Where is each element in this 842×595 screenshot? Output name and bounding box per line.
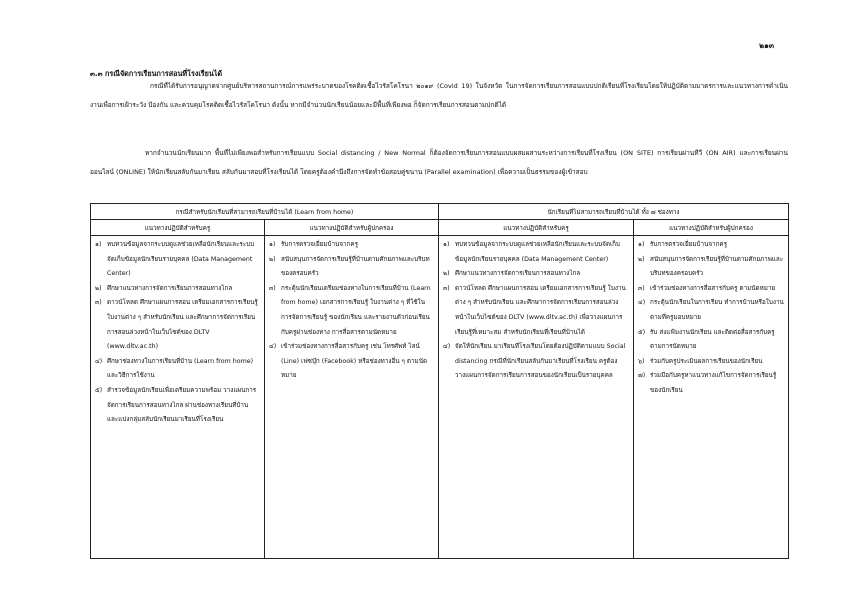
page-number: ๒๑๓: [759, 41, 774, 50]
list-item: [442, 238, 630, 267]
item-text: ดาวน์โหลด ศึกษาแผนการสอน เตรียมเอกสารการเรียนรู้ ใบงานต่าง ๆ สำหรับนักเรียน และศึกษาการจัดการเรียนการสอนล่วงหน้าในเว็บไซต์ของ DLTV (www.dltv.ac.th): [107, 299, 258, 351]
guidelines-table: [90, 203, 789, 559]
section-heading: ๓.๓ กรณีจัดการเรียนการสอนที่โรงเรียนได้: [90, 69, 223, 78]
item-number: ๗): [638, 372, 646, 380]
column-header-row: [91, 220, 789, 236]
item-text: กระตุ้นนักเรียนเตรียมช่องทางในการเรียนที่บ้าน (Learn from home) เอกสารการเรียนรู้ ใบงานต่าง ๆ ที่ใช้ในการจัดการเรียนรู้ ของนักเรียน และรายงานตัวก่อนเรียนกับครูผ่านช่องทาง การสื่อสารตามนัดหมาย: [281, 284, 431, 336]
list-item: [637, 355, 785, 370]
group-header-cannot-learn-from-home: นักเรียนที่ไม่สามารถเรียนที่บ้านได้ ทั้ง ๗ ช่องทาง: [439, 204, 789, 220]
list-item: [268, 253, 435, 282]
item-text: สำรวจข้อมูลนักเรียนเพื่อเตรียมความพร้อม วางแผนการจัดการเรียนการสอนทางไกล ผ่านช่องทางเรียนที่บ้าน และแบ่งกลุ่มสลับนักเรียนมาเรียนที่โรงเรียน: [107, 386, 257, 424]
column-header-teacher-home: แนวทางปฏิบัติสำหรับครู: [91, 220, 265, 236]
table-row: [91, 236, 789, 559]
item-text: ศึกษาแนวทางการจัดการเรียนการสอนทางไกล: [455, 270, 581, 278]
item-text: ร่วมมือกับครูหาแนวทางแก้ไขการจัดการเรียนรู้ของนักเรียน: [650, 372, 777, 394]
item-number: ๑): [638, 241, 645, 248]
list-item: [442, 267, 630, 282]
teacher-home-list: [94, 238, 261, 428]
list-item: [94, 296, 261, 354]
item-text: สนับสนุนการจัดการเรียนรู้ที่บ้านตามศักยภาพและบริบทของครอบครัว: [650, 255, 784, 278]
list-item: [442, 282, 630, 340]
item-number: ๑): [95, 241, 102, 248]
group-header-learn-from-home: กรณีสำหรับนักเรียนที่สามารถเรียนที่บ้านได้ (Learn from home): [91, 204, 439, 220]
item-number: ๑): [269, 241, 276, 248]
list-item: [637, 369, 785, 398]
item-number: ๓): [443, 284, 450, 292]
item-number: ๒): [638, 255, 645, 263]
teacher-home-cell: [91, 236, 265, 559]
item-number: ๔): [269, 343, 277, 351]
item-text: ทบทวนข้อมูลจากระบบดูแลช่วยเหลือนักเรียนและระบบจัดเก็บข้อมูลนักเรียนรายบุคคล (Data Management Center): [455, 241, 620, 263]
item-text: รับ ส่งแฟ้มงานนักเรียน และติดต่อสื่อสารกับครูตามการนัดหมาย: [650, 328, 775, 351]
list-item: [268, 238, 435, 253]
item-text: ดาวน์โหลด ศึกษาแผนการสอน เตรียมเอกสารการเรียนรู้ ใบงานต่าง ๆ สำหรับนักเรียน และศึกษาการจัดการเรียนการสอนล่วงหน้าในเว็บไซต์ของ DLTV (www.dltv.ac.th) เพื่อวางแผนการเรียนรู้ที่เหมาะสม สำหรับนักเรียนที่เรียนที่บ้านได้: [455, 284, 626, 336]
item-number: ๔): [95, 357, 103, 365]
item-text: เข้าร่วมช่องทางการสื่อสารกับครู ตามนัดหมาย: [650, 284, 776, 292]
list-item: [637, 282, 785, 297]
item-text: ร่วมกับครูประเมินผลการเรียนของนักเรียน: [650, 357, 763, 365]
teacher-school-cell: [439, 236, 634, 559]
item-number: ๓): [95, 299, 102, 307]
list-item: [94, 384, 261, 428]
list-item: [637, 326, 785, 355]
column-header-parent-school: แนวทางปฏิบัติสำหรับผู้ปกครอง: [634, 220, 789, 236]
item-text: จัดให้นักเรียน มาเรียนที่โรงเรียนโดยต้องปฏิบัติตามแบบ Social distancing กรณีที่นักเรียนสลับกันมาเรียนที่โรงเรียน ครูต้องวางแผนการจัดการเรียนการสอนของนักเรียนเป็นรายบุคคล: [455, 343, 626, 380]
item-text: ศึกษาช่องทางในการเรียนที่บ้าน (Learn from home) และวิธีการใช้งาน: [107, 357, 254, 380]
item-number: ๖): [638, 357, 645, 365]
teacher-school-list: [442, 238, 630, 384]
paragraph-blended-learning: หากจำนวนนักเรียนมาก พื้นที่ไม่เพียงพอสำหรับการเรียนแบบ Social distancing / New Normal ก็ต้องจัดการเรียนการสอนแบบผสมผสานระหว่างการเรียนที่โรงเรียน (ON SITE) การเรียนผ่านทีวี (ON AIR) และการเรียนผ่านออนไลน์ (ONLINE) ให้นักเรียนสลับกันมาเรียน สลับกันมาสอบที่โรงเรียนได้ โดยครูต้องคำนึงถึงการจัดทำข้อสอบคู่ขนาน (Parallel examination) เพื่อความเป็นธรรมของผู้เข้าสอบ: [90, 149, 788, 176]
item-text: สนับสนุนการจัดการเรียนรู้ที่บ้านตามศักยภาพและบริบทของครอบครัว: [281, 255, 430, 278]
parent-school-cell: [634, 236, 789, 559]
parent-home-list: [268, 238, 435, 384]
item-number: ๓): [638, 284, 645, 292]
item-text: ทบทวนข้อมูลจากระบบดูแลช่วยเหลือนักเรียนและระบบจัดเก็บข้อมูลนักเรียนรายบุคคล (Data Management Center): [107, 241, 255, 278]
item-number: ๒): [443, 270, 450, 278]
item-text: ศึกษาแนวทางการจัดการเรียนการสอนทางไกล: [107, 284, 233, 292]
list-item: [268, 282, 435, 340]
list-item: [94, 238, 261, 282]
parent-home-cell: [265, 236, 439, 559]
item-number: ๒): [269, 255, 276, 263]
column-header-parent-home: แนวทางปฏิบัติสำหรับผู้ปกครอง: [265, 220, 439, 236]
list-item: [637, 238, 785, 253]
item-number: ๕): [638, 328, 646, 336]
list-item: [637, 253, 785, 282]
item-number: ๔): [443, 343, 451, 351]
item-number: ๓): [269, 284, 276, 292]
parent-school-list: [637, 238, 785, 399]
item-number: ๕): [95, 386, 103, 394]
item-number: ๑): [443, 241, 450, 248]
list-item: [94, 355, 261, 384]
column-header-teacher-school: แนวทางปฏิบัติสำหรับครู: [439, 220, 634, 236]
list-item: [94, 282, 261, 297]
list-item: [268, 340, 435, 384]
item-text: เข้าร่วมช่องทางการสื่อสารกับครู เช่น โทรศัพท์ ไลน์ (Line) เฟซบุ๊ก (Facebook) หรือช่องทางอื่น ๆ ตามนัดหมาย: [281, 343, 428, 380]
item-number: ๔): [638, 299, 646, 307]
item-text: รับการตรวจเยี่ยมบ้านจากครู: [281, 241, 358, 248]
item-text: กระตุ้นนักเรียนในการเรียน ทำการบ้านหรือใบงานตามที่ครูมอบหมาย: [650, 299, 784, 321]
item-text: รับการตรวจเยี่ยมบ้านจากครู: [650, 241, 727, 248]
item-number: ๒): [95, 284, 102, 292]
group-header-row: [91, 204, 789, 220]
paragraph-intro: กรณีที่ได้รับการอนุญาตจากศูนย์บริหารสถานการณ์การแพร่ระบาดของโรคติดเชื้อไวรัสโคโรนา ๒๐๑๙ (Covid 19) ในจังหวัด ในการจัดการเรียนการสอนแบบปกติเรียนที่โรงเรียนโดยให้ปฏิบัติตามมาตรการและแนวทางการดำเนินงานเพื่อการเฝ้าระวัง ป้องกัน และควบคุมโรคติดเชื้อไวรัสโคโรนา ดังนั้น หากมีจำนวนนักเรียนน้อยและมีพื้นที่เพียงพอ ก็จัดการเรียนการสอนตามปกติได้: [90, 82, 788, 109]
list-item: [637, 296, 785, 325]
list-item: [442, 340, 630, 384]
